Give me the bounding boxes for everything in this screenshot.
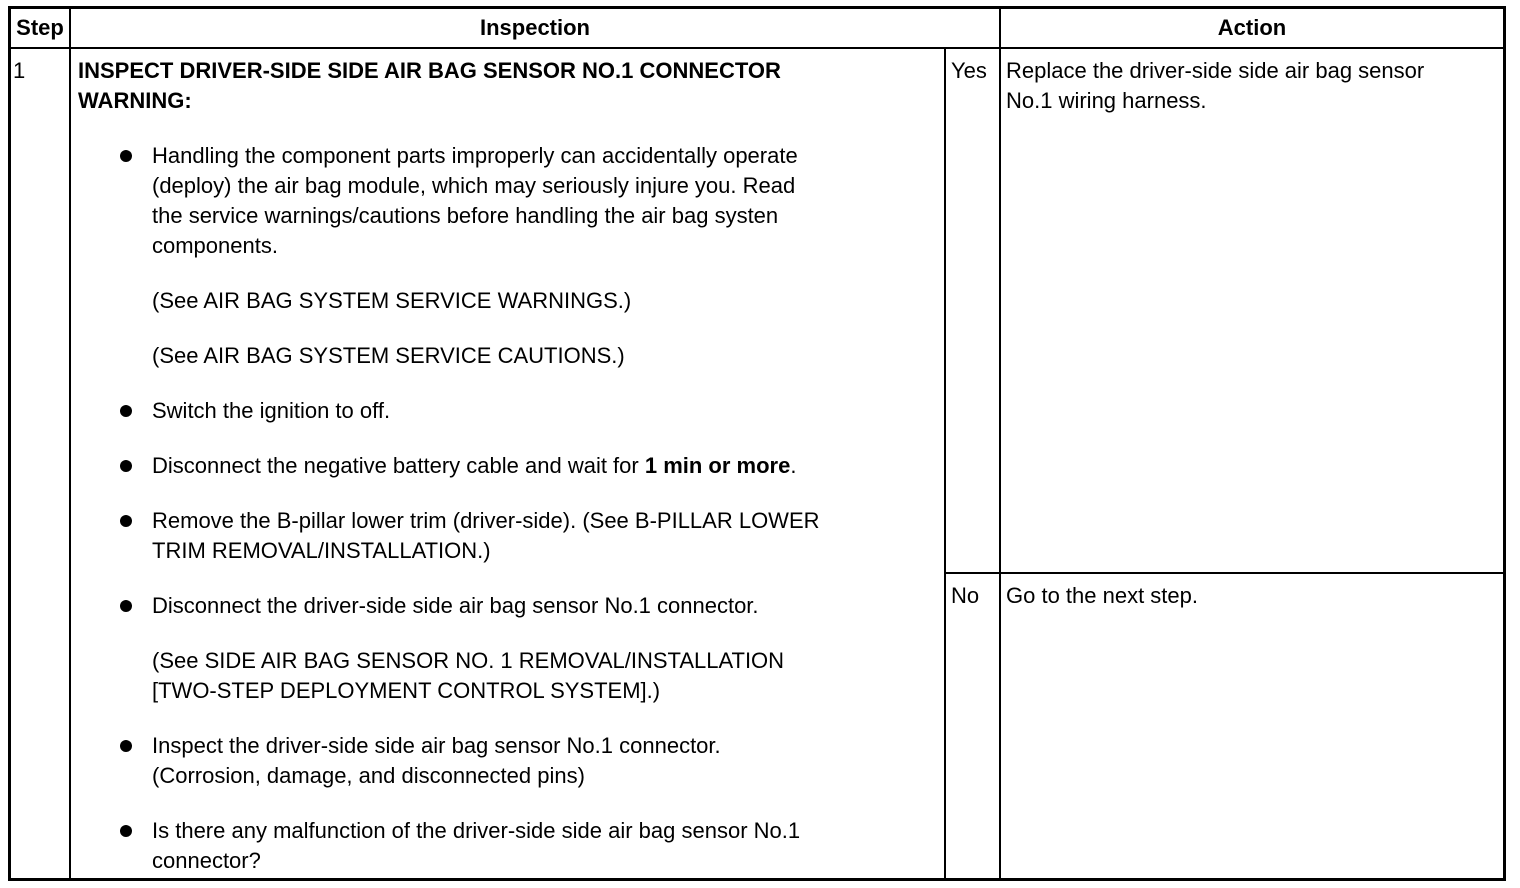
emphasis-text: 1 min or more bbox=[644, 453, 791, 478]
yes-action-line: Replace the driver-side side air bag sensor bbox=[1006, 58, 1425, 83]
header-divider bbox=[8, 47, 1506, 49]
list-item-line: Handling the component parts improperly can accidentally operate bbox=[152, 143, 798, 168]
list-item-line: (deploy) the air bag module, which may seriously injure you. Read bbox=[152, 173, 796, 198]
list-item-line: (Corrosion, damage, and disconnected pins) bbox=[152, 763, 585, 788]
reference-text bbox=[152, 646, 784, 706]
yes-no-divider bbox=[944, 572, 1506, 574]
list-item-line: TRIM REMOVAL/INSTALLATION.) bbox=[152, 538, 491, 563]
bullet-icon bbox=[120, 740, 132, 752]
list-item: Switch the ignition to off. bbox=[152, 398, 391, 423]
reference-line: [TWO-STEP DEPLOYMENT CONTROL SYSTEM].) bbox=[152, 678, 661, 703]
list-item bbox=[152, 731, 721, 791]
divider-yesno-col bbox=[944, 48, 946, 881]
header-inspection: Inspection bbox=[479, 15, 590, 40]
yes-action bbox=[1006, 56, 1424, 116]
bullet-icon bbox=[120, 515, 132, 527]
bullet-icon bbox=[120, 600, 132, 612]
list-item bbox=[152, 816, 800, 876]
list-item-line: Remove the B-pillar lower trim (driver-side). (See B-PILLAR LOWER bbox=[152, 508, 820, 533]
list-item bbox=[152, 506, 820, 566]
reference-text: (See AIR BAG SYSTEM SERVICE CAUTIONS.) bbox=[152, 343, 625, 368]
bullet-icon bbox=[120, 405, 132, 417]
reference-line: (See SIDE AIR BAG SENSOR NO. 1 REMOVAL/INSTALLATION bbox=[152, 648, 785, 673]
list-item-line: connector? bbox=[152, 848, 261, 873]
yes-label: Yes bbox=[951, 58, 987, 83]
list-item-line: the service warnings/cautions before handling the air bag systen bbox=[152, 203, 779, 228]
list-item-line: Inspect the driver-side side air bag sensor No.1 connector. bbox=[152, 733, 721, 758]
inspection-title: INSPECT DRIVER-SIDE SIDE AIR BAG SENSOR NO.1 CONNECTOR bbox=[78, 58, 781, 83]
no-action: Go to the next step. bbox=[1006, 583, 1199, 608]
bullet-icon bbox=[120, 825, 132, 837]
header-step: Step bbox=[16, 15, 64, 40]
list-item bbox=[152, 451, 796, 481]
reference-text: (See AIR BAG SYSTEM SERVICE WARNINGS.) bbox=[152, 288, 632, 313]
list-item bbox=[152, 141, 798, 261]
warning-label: WARNING: bbox=[78, 88, 192, 113]
list-item-text: . bbox=[790, 453, 797, 478]
list-item: Disconnect the driver-side side air bag sensor No.1 connector. bbox=[152, 593, 759, 618]
bullet-icon bbox=[120, 150, 132, 162]
bullet-icon bbox=[120, 460, 132, 472]
list-item-line: components. bbox=[152, 233, 278, 258]
list-item-text: Disconnect the negative battery cable and wait for bbox=[152, 453, 645, 478]
step-number: 1 bbox=[13, 58, 26, 83]
header-action: Action bbox=[1217, 15, 1287, 40]
no-label: No bbox=[951, 583, 980, 608]
divider-action-col bbox=[999, 6, 1001, 881]
yes-action-line: No.1 wiring harness. bbox=[1006, 88, 1207, 113]
divider-step-col bbox=[69, 6, 71, 881]
list-item-line: Is there any malfunction of the driver-side side air bag sensor No.1 bbox=[152, 818, 801, 843]
